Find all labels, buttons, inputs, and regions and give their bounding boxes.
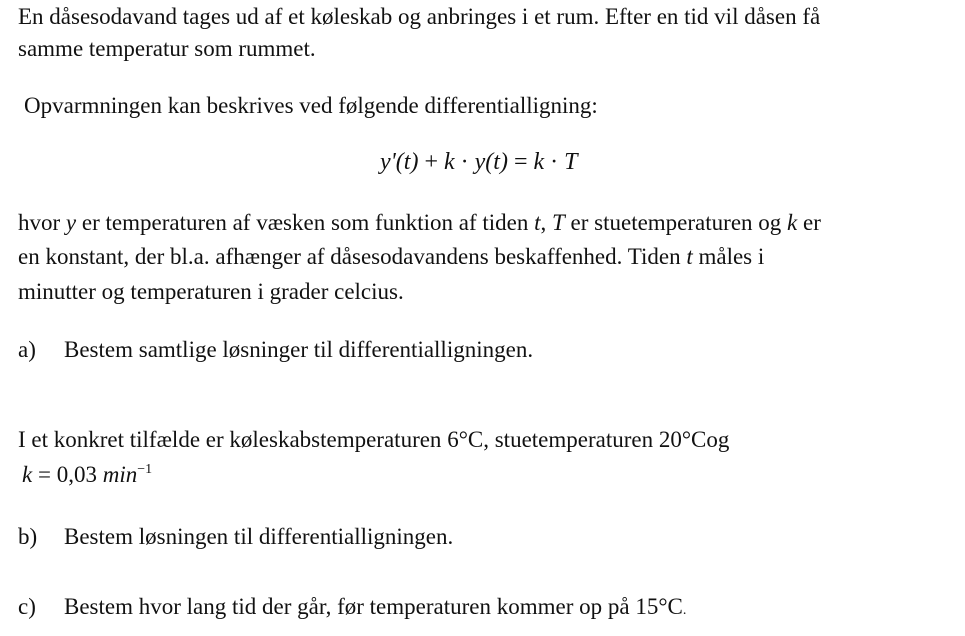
k-exponent: −1 — [137, 462, 153, 477]
k-equals: = 0,03 — [32, 462, 103, 487]
intro-line-2: samme temperatur som rummet. — [18, 36, 316, 61]
question-b-label: b) — [18, 524, 38, 549]
question-c — [18, 590, 686, 628]
question-c-label: c) — [18, 594, 36, 619]
heating-text: Opvarmningen kan beskrives ved følgende differentialligning: — [24, 93, 598, 118]
question-c-end: . — [682, 603, 687, 618]
eq-equals: = — [507, 149, 534, 175]
desc-k: k — [787, 210, 798, 235]
question-c-text: Bestem hvor lang tid der går, før temperaturen kommer op på — [64, 594, 636, 619]
eq-T: T — [564, 149, 578, 175]
concrete-text: I et konkret tilfælde er køleskabstemperaturen — [18, 427, 448, 452]
k-value — [22, 458, 152, 492]
eq-dot2: · — [544, 149, 565, 175]
concrete-text: , stuetemperaturen — [483, 427, 659, 452]
desc-text: en konstant, der bl.a. afhænger af dåsesodavandens beskaffenhed. Tiden — [18, 244, 687, 269]
eq-y: y(t) — [474, 149, 508, 175]
description-line-1 — [18, 206, 821, 240]
question-a — [18, 333, 533, 367]
question-a-text: Bestem samtlige løsninger til differentialligningen. — [64, 337, 534, 362]
desc-y: y — [65, 210, 77, 235]
question-a-label: a) — [18, 337, 36, 362]
concrete-text: og — [706, 427, 730, 452]
desc-text: er — [797, 210, 821, 235]
question-c-temp: 15°C — [635, 594, 683, 619]
eq-dot1: · — [454, 149, 475, 175]
eq-k2: k — [533, 149, 545, 175]
desc-text: måles i — [692, 244, 765, 269]
k-unit: min — [102, 462, 138, 487]
question-b-text: Bestem løsningen til differentialligningen. — [64, 524, 454, 549]
desc-text: er stuetemperaturen og — [564, 210, 788, 235]
eq-plus: + — [418, 149, 444, 175]
differential-equation — [380, 145, 578, 179]
eq-k1: k — [443, 149, 455, 175]
desc-text: hvor — [18, 210, 66, 235]
desc-T: T — [551, 210, 565, 235]
desc-t: t — [534, 210, 541, 235]
question-b — [18, 520, 453, 554]
intro-line-1: En dåsesodavand tages ud af et køleskab og anbringes i et rum. Efter en tid vil dåsen få — [18, 4, 821, 29]
desc-t: t — [686, 244, 693, 269]
k-symbol: k — [22, 462, 33, 487]
desc-text: er temperaturen af væsken som funktion af tiden — [76, 210, 535, 235]
room-temperature: 20°C — [658, 427, 707, 452]
desc-text: , — [540, 210, 552, 235]
description-line-2 — [18, 240, 764, 274]
concrete-line-1 — [18, 423, 729, 457]
fridge-temperature: 6°C — [447, 427, 484, 452]
eq-y-prime: y'(t) — [380, 149, 419, 175]
description-line-3: minutter og temperaturen i grader celcius. — [18, 279, 404, 304]
